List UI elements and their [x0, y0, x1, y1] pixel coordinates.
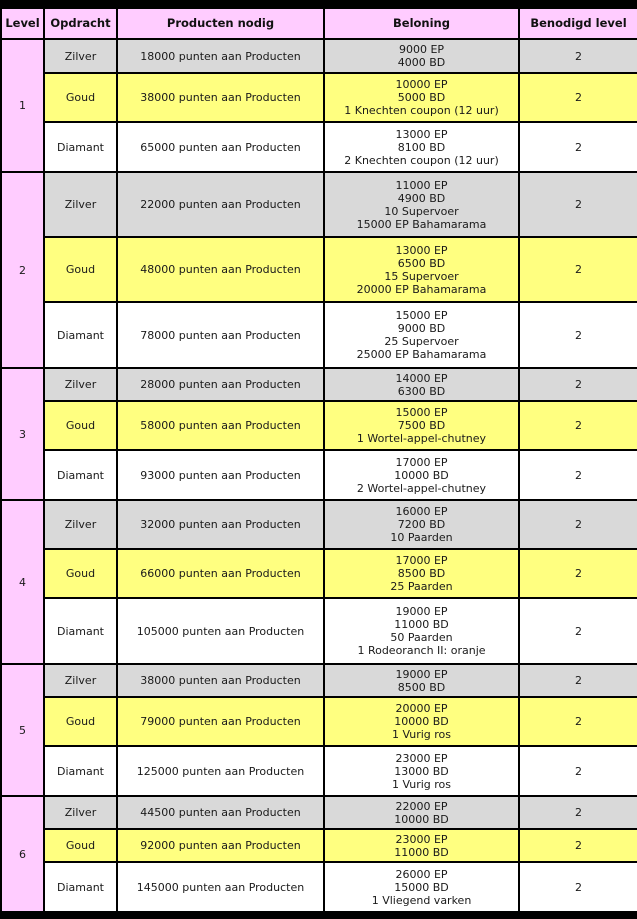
beloning-cell [325, 665, 518, 696]
producten-cell: 66000 punten aan Producten [118, 550, 323, 597]
beloning-cell [325, 369, 518, 400]
reward-line: 25000 EP Bahamarama [356, 348, 487, 361]
opdracht-cell: Diamant [45, 863, 116, 911]
beloning-cell [325, 797, 518, 828]
reward-line: 1 Vliegend varken [371, 893, 472, 907]
header-level: Level [2, 9, 43, 38]
reward-line: 2 Wortel-appel-chutney [356, 481, 487, 495]
producten-cell: 28000 punten aan Producten [118, 369, 323, 400]
reward-line: 22000 EP [395, 799, 448, 813]
beloning-cell [325, 550, 518, 597]
reward-line: 26000 EP [395, 867, 448, 881]
table-body [2, 40, 637, 911]
reward-line: 10000 BD [394, 715, 449, 728]
reward-line: 1 Knechten coupon (12 uur) [344, 104, 499, 117]
reward-line: 1 Wortel-appel-chutney [356, 432, 487, 445]
reward-line: 10000 BD [394, 468, 449, 482]
level-cell: 2 [2, 173, 43, 367]
level-cell: 6 [2, 797, 43, 911]
producten-cell: 125000 punten aan Producten [118, 747, 323, 795]
beloning-cell [325, 747, 518, 795]
producten-cell: 79000 punten aan Producten [118, 698, 323, 745]
beloning-cell [325, 40, 518, 72]
benodigd-level-cell: 2 [520, 747, 637, 795]
opdracht-cell: Zilver [45, 665, 116, 696]
opdracht-cell: Zilver [45, 173, 116, 236]
table-row [2, 451, 637, 499]
producten-cell: 58000 punten aan Producten [118, 402, 323, 449]
table-row [2, 173, 637, 236]
reward-line: 19000 EP [395, 605, 448, 618]
producten-cell: 48000 punten aan Producten [118, 238, 323, 301]
producten-cell: 44500 punten aan Producten [118, 797, 323, 828]
reward-line: 9000 BD [397, 322, 446, 335]
producten-cell: 38000 punten aan Producten [118, 74, 323, 121]
reward-line: 19000 EP [395, 667, 448, 681]
reward-line: 13000 EP [395, 243, 448, 257]
reward-line: 15000 EP Bahamarama [356, 217, 487, 231]
table-row [2, 797, 637, 828]
reward-line: 6300 BD [397, 384, 446, 398]
level-cell: 4 [2, 501, 43, 663]
reward-line: 10000 EP [395, 78, 448, 91]
opdracht-cell: Goud [45, 550, 116, 597]
table-row [2, 863, 637, 911]
reward-line: 4000 BD [397, 56, 446, 69]
table-row [2, 830, 637, 861]
reward-line: 11000 BD [394, 845, 449, 859]
beloning-cell [325, 173, 518, 236]
beloning-cell [325, 451, 518, 499]
reward-line: 9000 EP [398, 43, 445, 56]
opdracht-cell: Goud [45, 74, 116, 121]
reward-line: 8500 BD [397, 567, 446, 580]
reward-line: 8100 BD [397, 140, 446, 154]
reward-line: 6500 BD [397, 256, 446, 270]
producten-cell: 93000 punten aan Producten [118, 451, 323, 499]
header-opdracht: Opdracht [45, 9, 116, 38]
header-producten-nodig: Producten nodig [118, 9, 323, 38]
table-row [2, 238, 637, 301]
table-row [2, 698, 637, 745]
opdracht-cell: Diamant [45, 451, 116, 499]
benodigd-level-cell: 2 [520, 550, 637, 597]
reward-line: 15000 EP [395, 309, 448, 322]
producten-cell: 22000 punten aan Producten [118, 173, 323, 236]
benodigd-level-cell: 2 [520, 830, 637, 861]
reward-line: 7200 BD [397, 518, 446, 531]
table-row [2, 747, 637, 795]
benodigd-level-cell: 2 [520, 599, 637, 663]
opdracht-cell: Diamant [45, 303, 116, 367]
producten-cell: 38000 punten aan Producten [118, 665, 323, 696]
producten-cell: 78000 punten aan Producten [118, 303, 323, 367]
reward-line: 17000 EP [395, 455, 448, 469]
reward-line: 23000 EP [395, 832, 448, 846]
reward-line: 16000 EP [395, 505, 448, 518]
opdracht-cell: Zilver [45, 369, 116, 400]
beloning-cell [325, 303, 518, 367]
header-beloning: Beloning [325, 9, 518, 38]
reward-line: 1 Vurig ros [391, 777, 452, 791]
reward-line: 13000 EP [395, 127, 448, 141]
table-row [2, 123, 637, 171]
reward-line: 17000 EP [395, 554, 448, 567]
benodigd-level-cell: 2 [520, 698, 637, 745]
table-row [2, 665, 637, 696]
opdracht-cell: Goud [45, 698, 116, 745]
opdracht-cell: Zilver [45, 40, 116, 72]
reward-line: 23000 EP [395, 751, 448, 765]
opdracht-cell: Diamant [45, 599, 116, 663]
header-benodigd-level: Benodigd level [520, 9, 637, 38]
opdracht-cell: Zilver [45, 797, 116, 828]
benodigd-level-cell: 2 [520, 797, 637, 828]
table-row [2, 40, 637, 72]
benodigd-level-cell: 2 [520, 173, 637, 236]
opdracht-cell: Goud [45, 830, 116, 861]
beloning-cell [325, 123, 518, 171]
table-row [2, 501, 637, 548]
level-cell: 5 [2, 665, 43, 795]
reward-line: 1 Rodeoranch II: oranje [357, 644, 486, 657]
producten-cell: 32000 punten aan Producten [118, 501, 323, 548]
beloning-cell [325, 501, 518, 548]
reward-line: 5000 BD [397, 91, 446, 104]
opdracht-cell: Goud [45, 402, 116, 449]
reward-line: 13000 BD [394, 764, 449, 778]
reward-line: 10 Paarden [390, 531, 453, 544]
beloning-cell [325, 238, 518, 301]
reward-line: 15 Supervoer [384, 269, 459, 283]
level-cell: 3 [2, 369, 43, 499]
quest-rewards-table [0, 7, 637, 913]
reward-line: 20000 EP [395, 702, 448, 715]
reward-line: 1 Vurig ros [391, 728, 452, 741]
table-row [2, 303, 637, 367]
top-border [0, 0, 637, 6]
benodigd-level-cell: 2 [520, 303, 637, 367]
benodigd-level-cell: 2 [520, 501, 637, 548]
reward-line: 20000 EP Bahamarama [356, 282, 487, 296]
opdracht-cell: Diamant [45, 123, 116, 171]
reward-line: 11000 EP [395, 178, 448, 192]
reward-line: 10 Supervoer [384, 204, 459, 218]
reward-line: 2 Knechten coupon (12 uur) [344, 153, 499, 167]
beloning-cell [325, 74, 518, 121]
beloning-cell [325, 402, 518, 449]
level-cell: 1 [2, 40, 43, 171]
reward-line: 25 Supervoer [384, 335, 459, 348]
producten-cell: 92000 punten aan Producten [118, 830, 323, 861]
reward-line: 8500 BD [397, 680, 446, 694]
reward-line: 4900 BD [397, 191, 446, 205]
benodigd-level-cell: 2 [520, 402, 637, 449]
reward-line: 50 Paarden [390, 631, 453, 644]
opdracht-cell: Zilver [45, 501, 116, 548]
header-row [2, 9, 637, 38]
benodigd-level-cell: 2 [520, 863, 637, 911]
benodigd-level-cell: 2 [520, 369, 637, 400]
table-row [2, 402, 637, 449]
benodigd-level-cell: 2 [520, 40, 637, 72]
benodigd-level-cell: 2 [520, 451, 637, 499]
benodigd-level-cell: 2 [520, 238, 637, 301]
beloning-cell [325, 863, 518, 911]
benodigd-level-cell: 2 [520, 665, 637, 696]
producten-cell: 18000 punten aan Producten [118, 40, 323, 72]
benodigd-level-cell: 2 [520, 74, 637, 121]
reward-line: 25 Paarden [390, 580, 453, 593]
table-row [2, 550, 637, 597]
benodigd-level-cell: 2 [520, 123, 637, 171]
producten-cell: 145000 punten aan Producten [118, 863, 323, 911]
reward-line: 7500 BD [397, 419, 446, 432]
producten-cell: 65000 punten aan Producten [118, 123, 323, 171]
beloning-cell [325, 698, 518, 745]
reward-line: 10000 BD [394, 812, 449, 826]
producten-cell: 105000 punten aan Producten [118, 599, 323, 663]
table-row [2, 74, 637, 121]
beloning-cell [325, 599, 518, 663]
opdracht-cell: Goud [45, 238, 116, 301]
reward-line: 11000 BD [394, 618, 449, 631]
reward-line: 14000 EP [395, 371, 448, 385]
opdracht-cell: Diamant [45, 747, 116, 795]
beloning-cell [325, 830, 518, 861]
table-row [2, 369, 637, 400]
reward-line: 15000 EP [395, 406, 448, 419]
table-row [2, 599, 637, 663]
reward-line: 15000 BD [394, 880, 449, 894]
